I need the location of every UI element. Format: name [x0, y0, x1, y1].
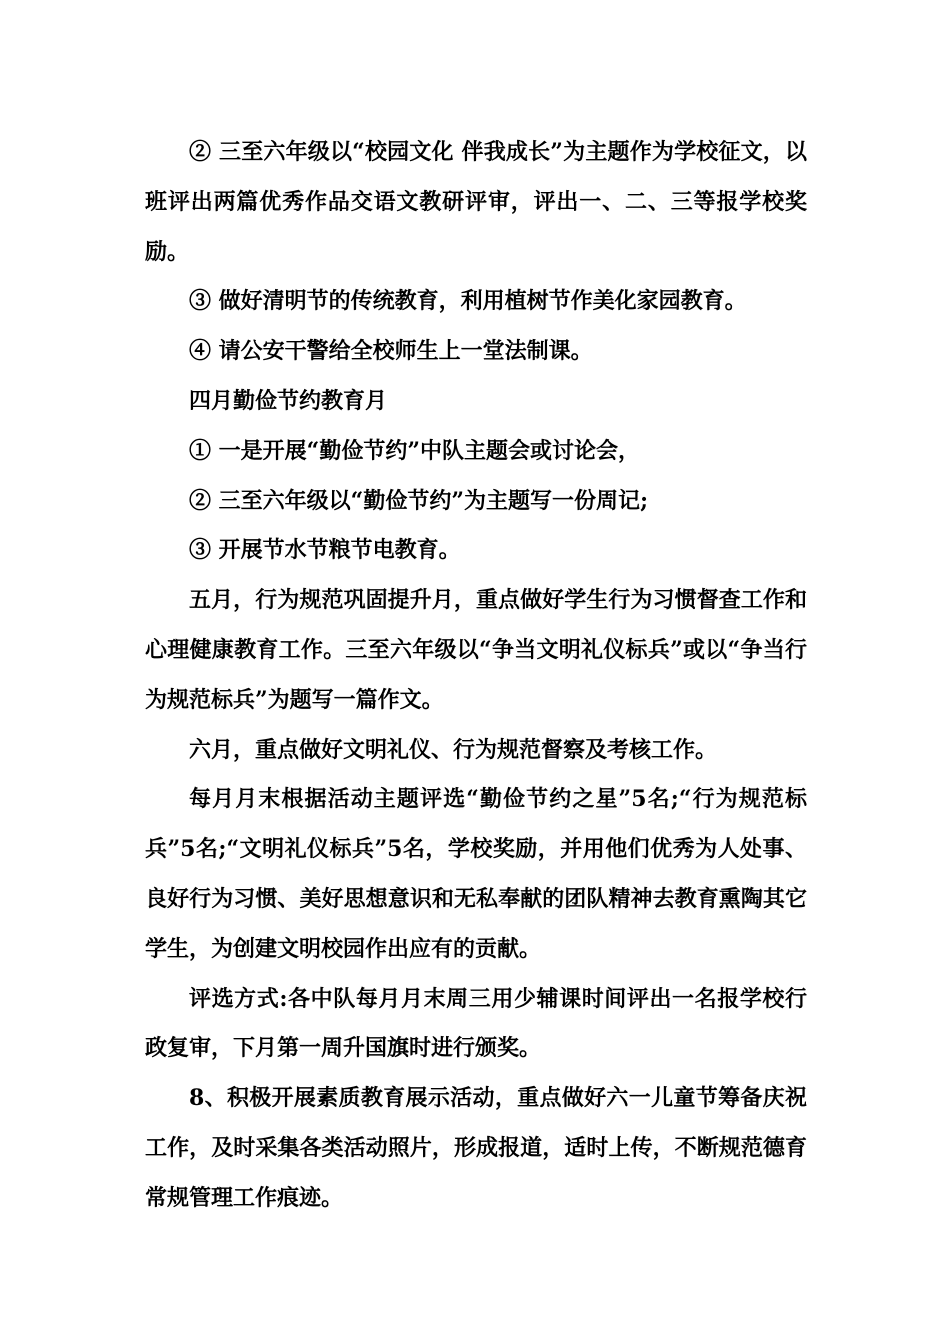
paragraph-april-item-1: ① 一是开展“勤俭节约”中队主题会或讨论会，	[189, 437, 640, 464]
paragraph-item-8: 8、积极开展素质教育展示活动，重点做好六一儿童节筹备庆祝工作，及时采集各类活动照片，形成报道，适时上传，不断规范德育常规管理工作痕迹。	[145, 1085, 807, 1211]
paragraph-april-item-3: ③ 开展节水节粮节电教育。	[189, 537, 461, 564]
paragraph-may: 五月，行为规范巩固提升月，重点做好学生行为习惯督查工作和心理健康教育工作。三至六年级以“争当文明礼仪标兵”或以“争当行为规范标兵”为题写一篇作文。	[145, 587, 807, 713]
document-body	[145, 128, 807, 1224]
paragraph-april-heading: 四月勤俭节约教育月	[189, 387, 388, 414]
paragraph-april-item-2: ② 三至六年级以“勤俭节约”为主题写一份周记;	[189, 487, 649, 514]
paragraph-qingming-education: ③ 做好清明节的传统教育，利用植树节作美化家园教育。	[189, 288, 747, 315]
paragraph-monthly-selection: 每月月末根据活动主题评选“勤俭节约之星”5名;“行为规范标兵”5名;“文明礼仪标兵”5名，学校奖励，并用他们优秀为人处事、良好行为习惯、美好思想意识和无私奉献的团队精神去教育熏陶其它学生，为创建文明校园作出应有的贡献。	[145, 786, 807, 962]
paragraph-selection-method: 评选方式:各中队每月月末周三用少辅课时间评出一名报学校行政复审，下月第一周升国旗时进行颁奖。	[145, 985, 807, 1062]
paragraph-june: 六月，重点做好文明礼仪、行为规范督察及考核工作。	[189, 736, 718, 763]
paragraph-legal-lesson: ④ 请公安干警给全校师生上一堂法制课。	[189, 338, 593, 365]
paragraph-essay-contest: ② 三至六年级以“校园文化 伴我成长”为主题作为学校征文，以班评出两篇优秀作品交语文教研评审，评出一、二、三等报学校奖励。	[145, 139, 807, 265]
